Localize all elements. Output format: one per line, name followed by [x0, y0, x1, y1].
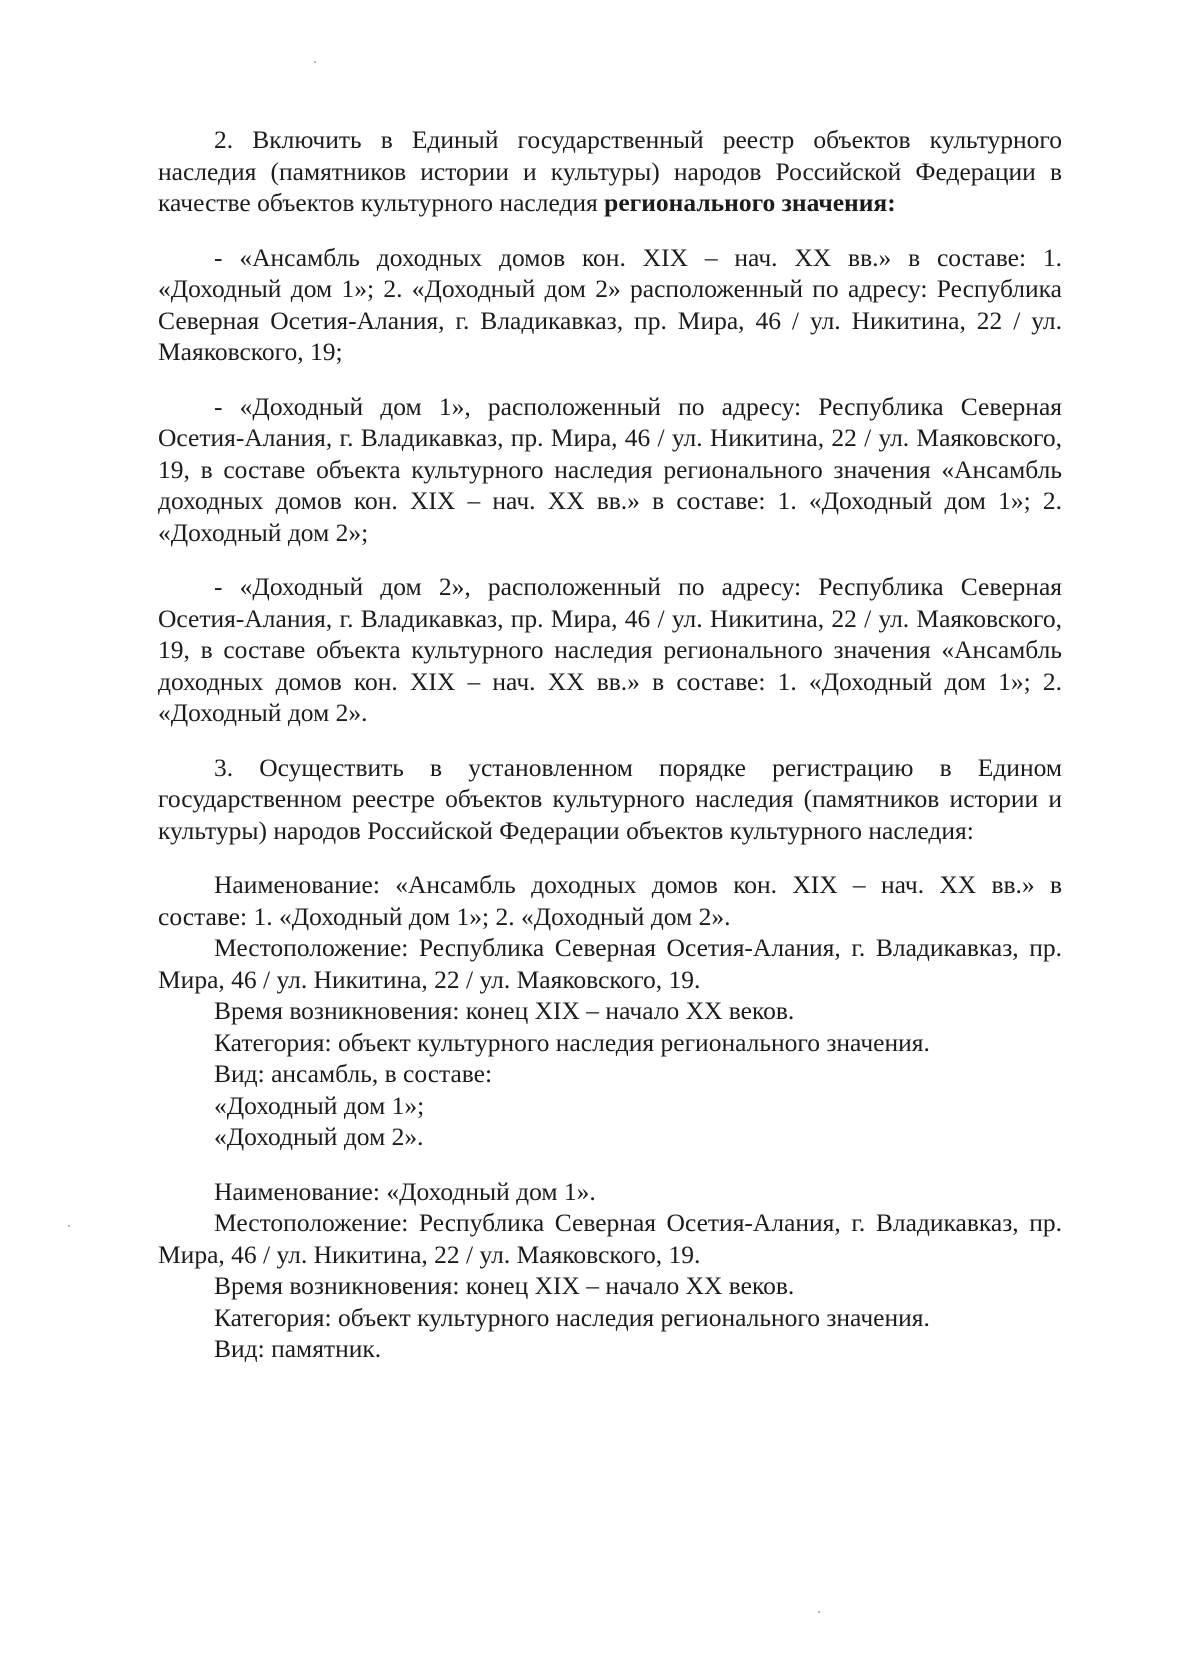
object-1-location: Местоположение: Республика Северная Осетия-Алания, г. Владикавказ, пр. Мира, 46 / ул. Никитина, 22 / ул. Маяковского, 19.: [158, 933, 1062, 994]
scan-speck: [818, 1611, 820, 1613]
object-1-member-2: «Доходный дом 2».: [214, 1122, 424, 1151]
section-3-intro: 3. Осуществить в установленном порядке регистрацию в Едином государственном реестре объектов культурного наследия (памятников истории и культуры) народов Российской Федерации объектов культурного наследия:: [158, 752, 1062, 845]
object-2-location: Местоположение: Республика Северная Осетия-Алания, г. Владикавказ, пр. Мира, 46 / ул. Никитина, 22 / ул. Маяковского, 19.: [158, 1208, 1062, 1269]
section-2-intro: [158, 124, 1062, 219]
object-1-details: [158, 869, 1062, 1153]
object-1-time: Время возникновения: конец XIX – начало XX веков.: [214, 996, 795, 1025]
scan-speck: [68, 1225, 70, 1227]
object-1-category: Категория: объект культурного наследия регионального значения.: [214, 1027, 930, 1057]
object-1-kind: Вид: ансамбль, в составе:: [214, 1059, 493, 1088]
scan-speck: [314, 61, 316, 63]
object-2-kind: Вид: памятник.: [214, 1334, 382, 1363]
document-body: [158, 124, 1062, 1365]
object-2-time: Время возникновения: конец XIX – начало XX веков.: [214, 1271, 795, 1300]
object-1-member-1: «Доходный дом 1»;: [214, 1090, 425, 1120]
object-2-details: [158, 1176, 1062, 1365]
section-2-item-house-2: - «Доходный дом 2», расположенный по адресу: Республика Северная Осетия-Алания, г. Владикавказ, пр. Мира, 46 / ул. Никитина, 22 / ул. Маяковского, 19, в составе объекта культурного наследия регионального значения «Ансамбль доходных домов кон. XIX – нач. XX вв.» в составе: 1. «Доходный дом 1»; 2. «Доходный дом 2».: [158, 572, 1062, 727]
section-2-intro-text: 2. Включить в Единый государственный реестр объектов культурного наследия (памятников истории и культуры) народов Российской Федерации в качестве объектов культурного наследия: [158, 125, 1062, 217]
object-1-name: Наименование: «Ансамбль доходных домов кон. XIX – нач. XX вв.» в составе: 1. «Доходный дом 1»; 2. «Доходный дом 2».: [158, 870, 1062, 931]
object-2-name: Наименование: «Доходный дом 1».: [214, 1176, 596, 1206]
section-2-intro-bold: регионального значения:: [604, 188, 896, 217]
section-2-item-house-1: - «Доходный дом 1», расположенный по адресу: Республика Северная Осетия-Алания, г. Владикавказ, пр. Мира, 46 / ул. Никитина, 22 / ул. Маяковского, 19, в составе объекта культурного наследия регионального значения «Ансамбль доходных домов кон. XIX – нач. XX вв.» в составе: 1. «Доходный дом 1»; 2. «Доходный дом 2»;: [158, 391, 1062, 547]
section-2-item-ensemble: - «Ансамбль доходных домов кон. XIX – нач. XX вв.» в составе: 1. «Доходный дом 1»; 2. «Доходный дом 2» расположенный по адресу: Республика Северная Осетия-Алания, г. Владикавказ, пр. Мира, 46 / ул. Никитина, 22 / ул. Маяковского, 19;: [158, 242, 1062, 366]
object-2-category: Категория: объект культурного наследия регионального значения.: [214, 1302, 930, 1332]
